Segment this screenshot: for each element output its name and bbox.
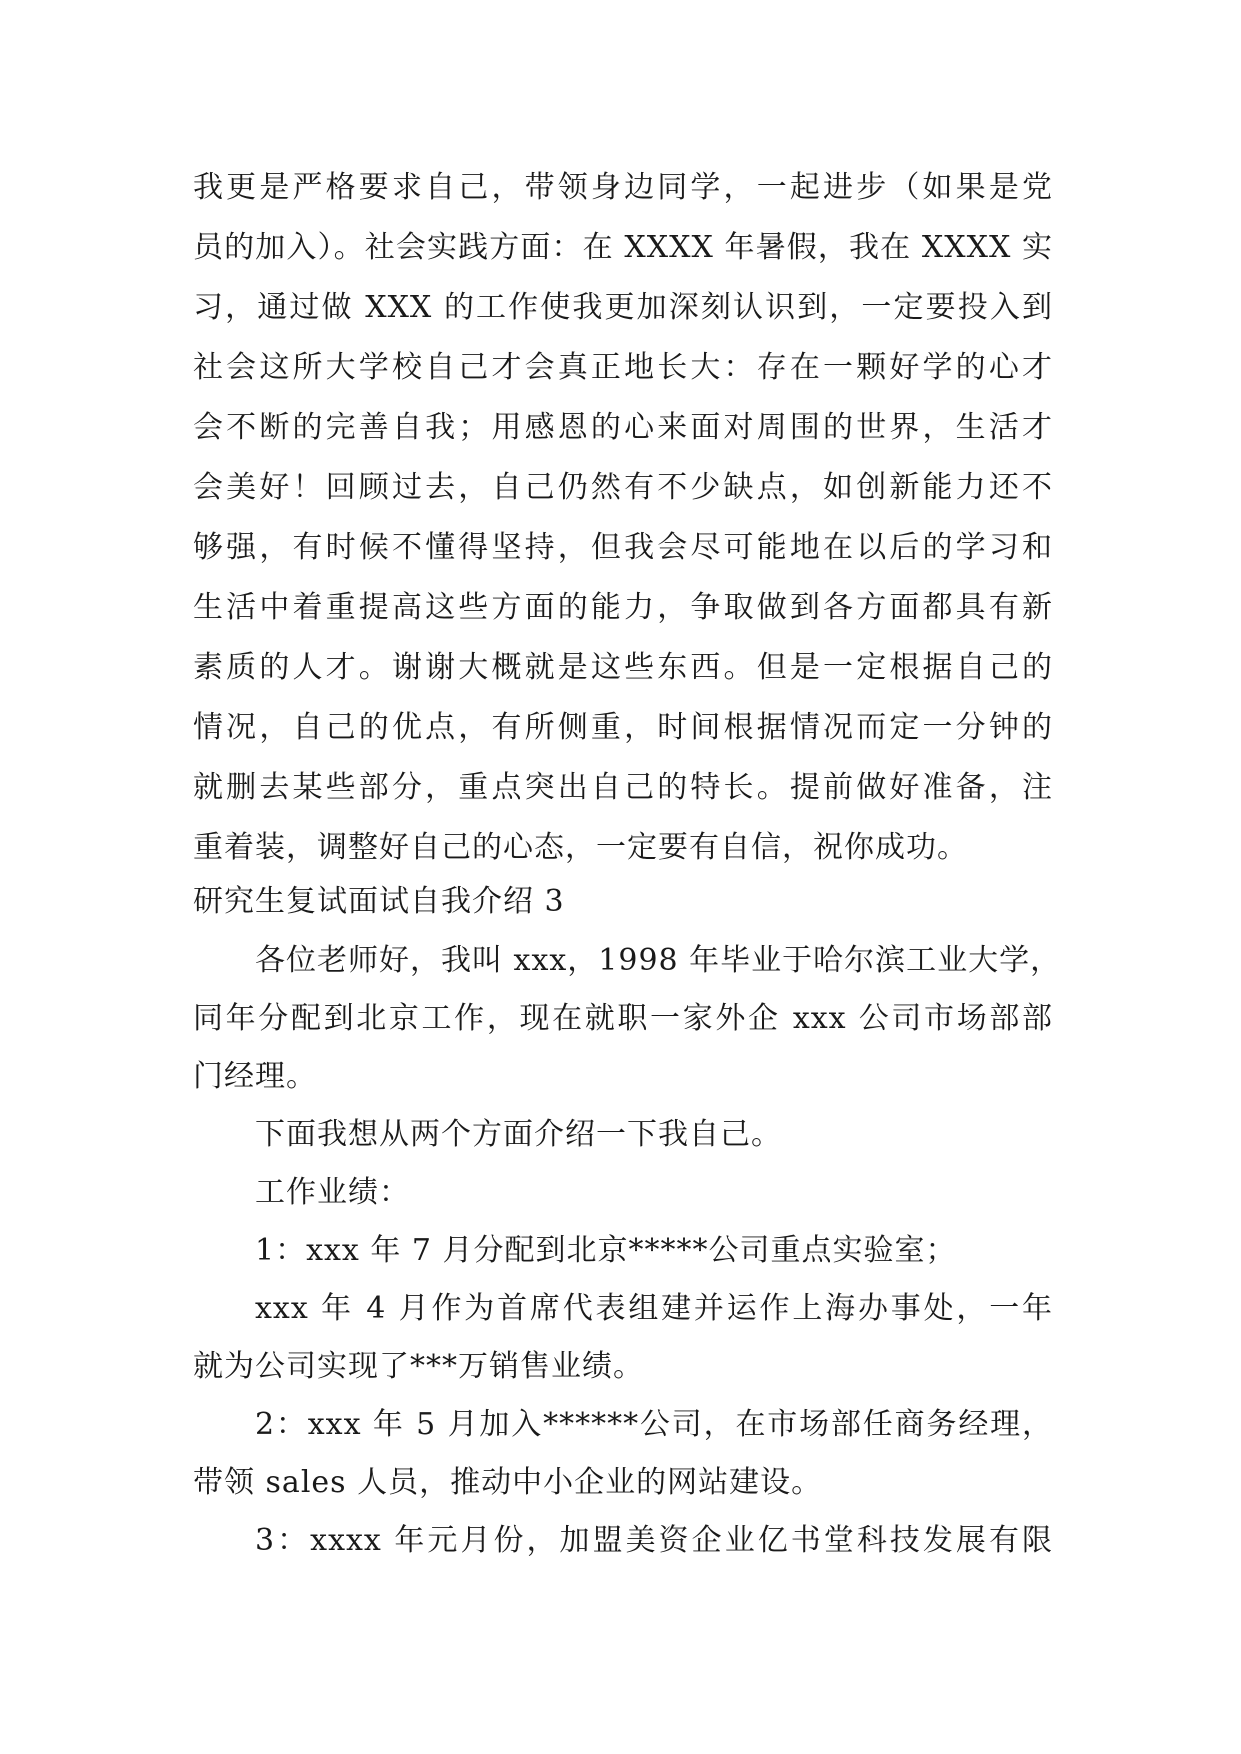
- text-line: 够强，有时候不懂得坚持，但我会尽可能地在以后的学习和: [193, 530, 1053, 565]
- text-line: 习，通过做 XXX 的工作使我更加深刻认识到，一定要投入到: [193, 290, 1053, 325]
- text-line: 2：xxx 年 5 月加入******公司，在市场部任商务经理，: [255, 1407, 1053, 1442]
- text-line: 素质的人才。谢谢大概就是这些东西。但是一定根据自己的: [193, 650, 1053, 685]
- text-line: 会美好！回顾过去，自己仍然有不少缺点，如创新能力还不: [193, 470, 1053, 505]
- text-line: 带领 sales 人员，推动中小企业的网站建设。: [193, 1465, 823, 1500]
- text-line: 同年分配到北京工作，现在就职一家外企 xxx 公司市场部部: [193, 1001, 1053, 1036]
- text-line: 社会这所大学校自己才会真正地长大：存在一颗好学的心才: [193, 350, 1053, 385]
- text-line: 生活中着重提高这些方面的能力，争取做到各方面都具有新: [193, 590, 1053, 625]
- document-content: [193, 158, 1062, 1570]
- text-line: 工作业绩：: [255, 1175, 410, 1210]
- text-line: 下面我想从两个方面介绍一下我自己。: [255, 1117, 782, 1152]
- text-line: 员的加入）。社会实践方面：在 XXXX 年暑假，我在 XXXX 实: [193, 230, 1053, 265]
- text-line: 会不断的完善自我；用感恩的心来面对周围的世界，生活才: [193, 410, 1053, 445]
- text-line: 就为公司实现了***万销售业绩。: [193, 1349, 644, 1384]
- section-heading: 研究生复试面试自我介绍 3: [193, 884, 565, 919]
- text-line: 3：xxxx 年元月份，加盟美资企业亿书堂科技发展有限: [255, 1523, 1053, 1558]
- text-line: 1：xxx 年 7 月分配到北京*****公司重点实验室；: [255, 1233, 957, 1268]
- text-line: 重着装，调整好自己的心态，一定要有自信，祝你成功。: [193, 830, 968, 865]
- text-line: 门经理。: [193, 1059, 317, 1094]
- body-paragraph: [193, 158, 1053, 878]
- section-body: [193, 932, 1062, 1570]
- text-line: 各位老师好，我叫 xxx，1998 年毕业于哈尔滨工业大学，: [255, 943, 1062, 978]
- text-line: 就删去某些部分，重点突出自己的特长。提前做好准备，注: [193, 770, 1053, 805]
- text-line: 我更是严格要求自己，带领身边同学，一起进步（如果是党: [193, 170, 1053, 205]
- text-line: xxx 年 4 月作为首席代表组建并运作上海办事处，一年: [255, 1291, 1053, 1326]
- text-line: 情况，自己的优点，有所侧重，时间根据情况而定一分钟的: [193, 710, 1053, 745]
